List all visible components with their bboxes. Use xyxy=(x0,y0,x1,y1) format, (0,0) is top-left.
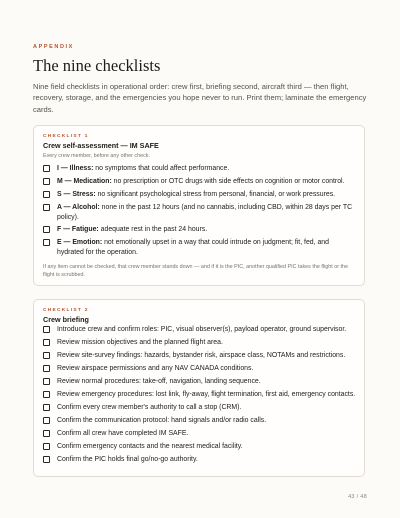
checkbox[interactable] xyxy=(43,378,50,385)
item-text: Review emergency procedures: lost link, fly-away, flight termination, first aid, emergency contacts. xyxy=(57,391,356,398)
item-text: Review normal procedures: take-off, navigation, landing sequence. xyxy=(57,378,261,385)
item-lead: M — Medication: xyxy=(57,178,112,185)
item-text: Confirm every crew member's authority to call a stop (CRM). xyxy=(57,404,242,411)
checklist-kicker: CHECKLIST 2 xyxy=(43,308,89,313)
item-text: Review mission objectives and the planned flight area. xyxy=(57,339,223,346)
item-text: no significant psychological stress from personal, financial, or work pressures. xyxy=(95,191,336,198)
checkbox[interactable] xyxy=(43,326,50,333)
checkbox[interactable] xyxy=(43,339,50,346)
item-text: none in the past 12 hours (and no cannabis, including CBD, within 28 days per TC policy). xyxy=(57,204,353,221)
item-text: Confirm the communication protocol: hand signals and/or radio calls. xyxy=(57,417,267,424)
item-lead: F — Fatigue: xyxy=(57,226,99,233)
checkbox[interactable] xyxy=(43,430,50,437)
item-lead: A — Alcohol: xyxy=(57,204,100,211)
item-text: adequate rest in the past 24 hours. xyxy=(98,226,208,233)
checklist-subtitle: Every crew member, before any other check. xyxy=(43,153,150,159)
checkbox[interactable] xyxy=(43,417,50,424)
intro-paragraph: Nine field checklists in operational order: crew first, briefing second, aircraft third — then flight, recovery, storage, and the emergencies you hope never to run. Print them; laminate the emergency cards. xyxy=(33,82,367,114)
item-text: Introduce crew and confirm roles: PIC, visual observer(s), payload operator, ground supervisor. xyxy=(57,326,347,333)
item-text: Confirm the PIC holds final go/no-go authority. xyxy=(57,456,198,463)
item-text: Confirm all crew have completed IM SAFE. xyxy=(57,430,189,437)
item-text: Review airspace permissions and any NAV CANADA conditions. xyxy=(57,365,254,372)
checkbox[interactable] xyxy=(43,165,50,172)
item-lead: E — Emotion: xyxy=(57,239,103,246)
checkbox[interactable] xyxy=(43,204,50,211)
checklist-note: If any item cannot be checked, that crew member stands down — and if it is the PIC, another qualified PIC takes the flight or the flight is scrubbed. xyxy=(43,264,349,279)
page-number: 43 / 48 xyxy=(348,494,367,500)
page-title: The nine checklists xyxy=(33,56,161,75)
item-text: no symptoms that could affect performance. xyxy=(93,165,230,172)
item-lead: I — Illness: xyxy=(57,165,94,172)
item-lead: S — Stress: xyxy=(57,191,96,198)
checkbox[interactable] xyxy=(43,443,50,450)
item-text: Confirm emergency contacts and the nearest medical facility. xyxy=(57,443,243,450)
item-text: Review site-survey findings: hazards, bystander risk, airspace class, NOTAMs and restrictions. xyxy=(57,352,346,359)
checkbox[interactable] xyxy=(43,365,50,372)
checklist-title: Crew self-assessment — IM SAFE xyxy=(43,141,159,150)
checkbox[interactable] xyxy=(43,239,50,246)
checkbox[interactable] xyxy=(43,191,50,198)
checkbox[interactable] xyxy=(43,352,50,359)
checkbox[interactable] xyxy=(43,391,50,398)
checkbox[interactable] xyxy=(43,178,50,185)
section-label: APPENDIX xyxy=(33,44,74,50)
checklist-card-1 xyxy=(33,125,365,286)
item-text: not emotionally upset in a way that could intrude on judgment; fit, fed, and hydrated for the operation. xyxy=(57,239,329,256)
item-text: no prescription or OTC drugs with side effects on cognition or motor control. xyxy=(111,178,345,185)
checkbox[interactable] xyxy=(43,456,50,463)
checklist-kicker: CHECKLIST 1 xyxy=(43,134,89,139)
checklist-title: Crew briefing xyxy=(43,315,89,324)
checkbox[interactable] xyxy=(43,404,50,411)
checkbox[interactable] xyxy=(43,226,50,233)
checklist-card-2 xyxy=(33,299,365,477)
